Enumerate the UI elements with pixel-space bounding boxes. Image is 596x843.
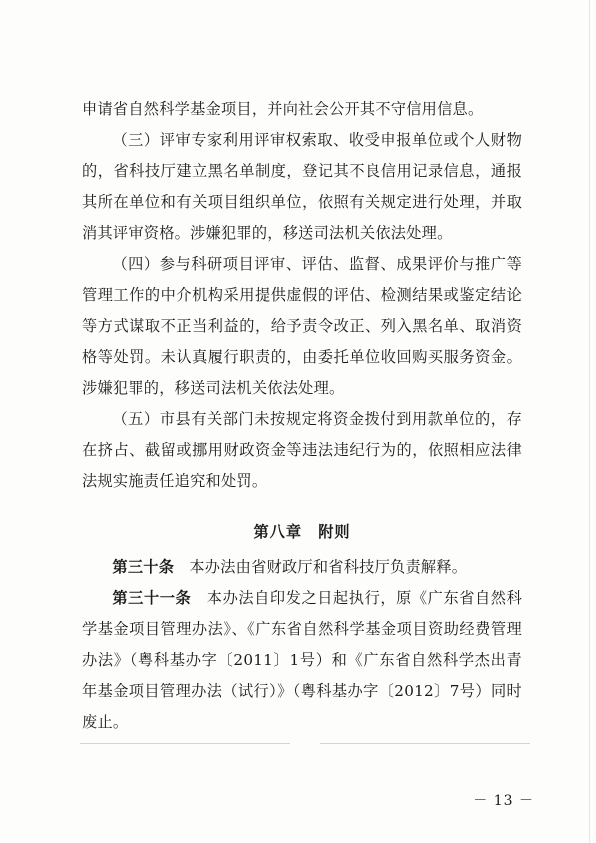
paragraph-item-4: （四）参与科研项目评审、评估、监督、成果评价与推广等管理工作的中介机构采用提供虚假的评估、检测结果或鉴定结论等方式谋取不正当利益的，给予责令改正、列入黑名单、取消资格等处罚。未认真履行职责的，由委托单位收回购买服务资金。涉嫌犯罪的，移送司法机关依法处理。	[82, 255, 522, 397]
body-text-articles	[82, 552, 522, 738]
article-30-label: 第三十条	[112, 558, 175, 576]
article-31	[82, 583, 522, 738]
bleed-through-line-right	[320, 743, 530, 744]
chapter-heading: 第八章 附则	[253, 523, 351, 541]
bleed-through-line-left	[80, 743, 290, 744]
body-text-top	[82, 94, 522, 497]
paragraph-continuation: 申请省自然科学基金项目，并向社会公开其不守信用信息。	[82, 100, 484, 118]
article-30-text: 本办法由省财政厅和省科技厅负责解释。	[189, 558, 468, 576]
paragraph-item-5: （五）市县有关部门未按规定将资金拨付到用款单位的，存在挤占、截留或挪用财政资金等违法违纪行为的，依照相应法律法规实施责任追究和处罚。	[82, 410, 522, 490]
paragraph-item-3: （三）评审专家利用评审权索取、收受申报单位或个人财物的，省科技厅建立黑名单制度，登记其不良信用记录信息，通报其所在单位和有关项目组织单位，依照有关规定进行处理，并取消其评审资格。涉嫌犯罪的，移送司法机关依法处理。	[82, 131, 522, 242]
scan-edge	[589, 0, 590, 843]
article-31-label: 第三十一条	[112, 589, 192, 607]
page-number: － 13 －	[473, 793, 534, 809]
article-30	[82, 552, 522, 583]
article-31-text: 本办法自印发之日起执行，原《广东省自然科学基金项目管理办法》、《广东省自然科学基金项目资助经费管理办法》（粤科基办字〔2011〕1号）和《广东省自然科学杰出青年基金项目管理办法（试行）》（粤科基办字〔2012〕7号）同时废止。	[82, 589, 523, 731]
